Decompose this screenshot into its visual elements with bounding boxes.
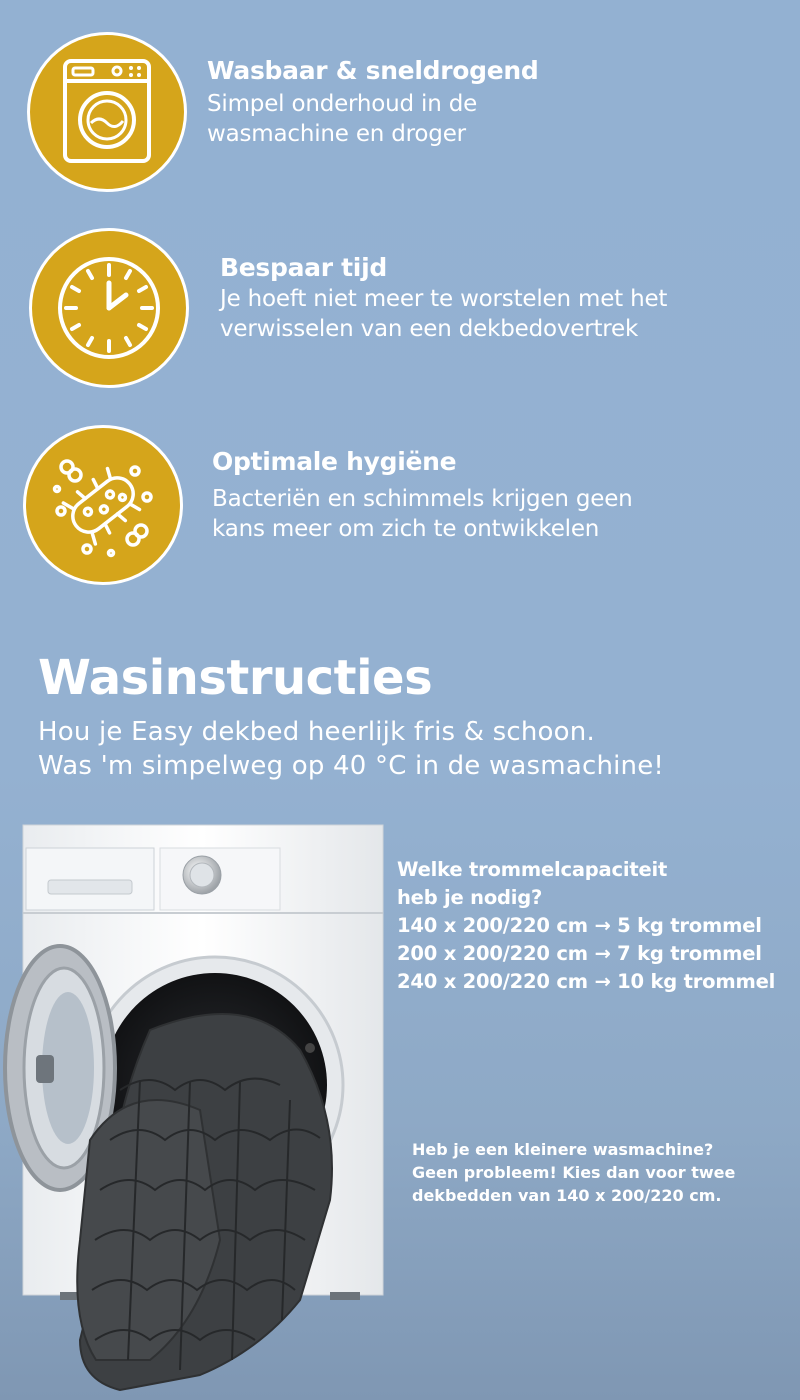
smaller-machine-note: Heb je een kleinere wasmachine? Geen probleem! Kies dan voor twee dekbedden van 140 x 200/220 cm.: [412, 1140, 736, 1205]
capacity-row: 140 x 200/220 cm → 5 kg trommel: [397, 914, 762, 937]
section-subtitle: Hou je Easy dekbed heerlijk fris & schoon. Was 'm simpelweg op 40 °C in de wasmachine!: [38, 717, 665, 781]
feature-title: Bespaar tijd: [220, 253, 387, 282]
feature-icon-circle-washing: [27, 32, 187, 192]
feature-icon-circle-bacteria: [23, 425, 183, 585]
capacity-row: 200 x 200/220 cm → 7 kg trommel: [397, 942, 762, 965]
capacity-question: heb je nodig?: [397, 886, 543, 909]
bacteria-icon: [47, 449, 159, 561]
capacity-row: 240 x 200/220 cm → 10 kg trommel: [397, 970, 776, 993]
feature-description: Bacteriën en schimmels krijgen geen kans meer om zich te ontwikkelen: [212, 486, 633, 542]
capacity-info: [397, 856, 775, 996]
section-title: Wasinstructies: [38, 650, 433, 706]
washing-machine-photo: [0, 820, 400, 1400]
feature-description: Simpel onderhoud in de wasmachine en droger: [207, 91, 478, 147]
feature-title: Wasbaar & sneldrogend: [207, 56, 539, 85]
clock-icon: [54, 253, 164, 363]
washing-machine-icon: [57, 57, 157, 167]
feature-title: Optimale hygiëne: [212, 447, 457, 476]
feature-icon-circle-clock: [29, 228, 189, 388]
feature-description: Je hoeft niet meer te worstelen met het verwisselen van een dekbedovertrek: [220, 286, 668, 342]
capacity-question: Welke trommelcapaciteit: [397, 858, 668, 881]
